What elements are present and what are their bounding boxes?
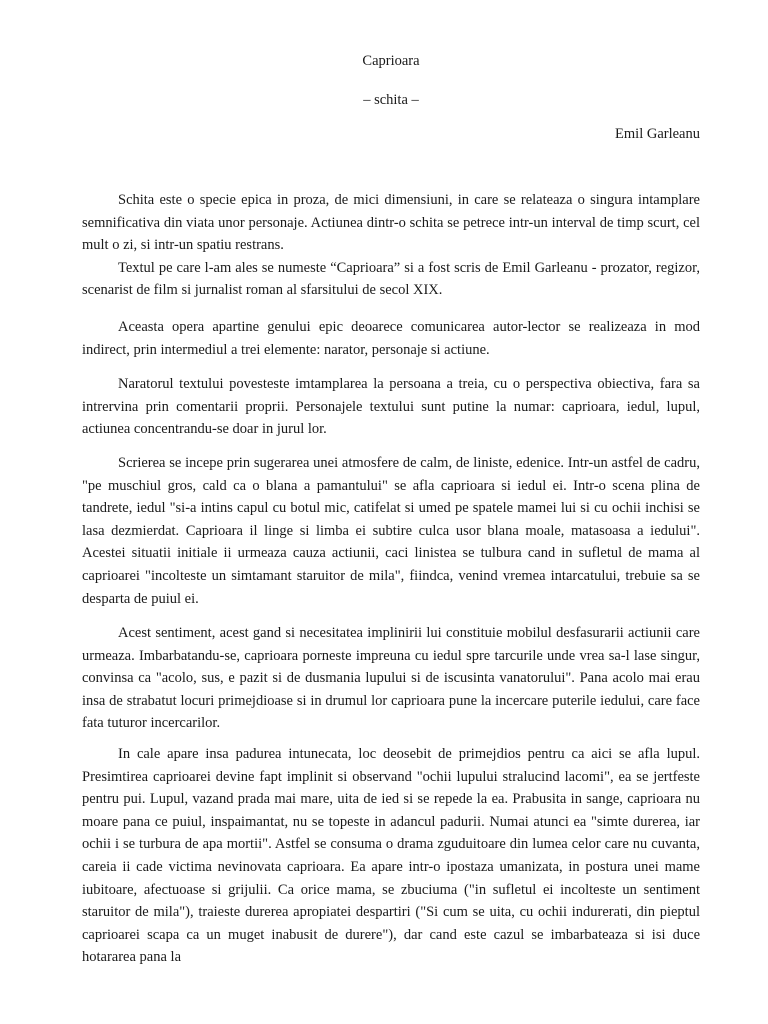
document-author: Emil Garleanu [615, 126, 700, 142]
paragraph-1: Schita este o specie epica in proza, de mici dimensiuni, in care se relateaza o singura intamplare semnificativa din viata unor personaje. Actiunea dintr-o schita se petrece intr-un interval de timp scurt, cel mult o zi, si intr-un spatiu restrans. [82, 192, 700, 254]
paragraph-4: Naratorul textului povesteste imtamplarea la persoana a treia, cu o perspectiva obiectiva, fara sa intrervina prin comentarii proprii. Personajele textului sunt putine la numar: caprioara, iedul, lupul, actiunea concentrandu-se doar in jurul lor. [82, 376, 700, 438]
paragraph-7: In cale apare insa padurea intunecata, loc deosebit de primejdios pentru ca aici se afla lupul. Presimtirea caprioarei devine fapt implinit si observand "ochii lupului stralucind lacomi", ea se jertfeste pentru pui. Lupul, vazand prada mai mare, uita de ied si se repede la ea. Prabusita in sange, caprioara nu moare pana ce puiul, inspaimantat, nu se topeste in adancul padurii. Numai atunci ea "simte durerea, iar ochii i se turbura de apa mortii". Astfel se consuma o drama zguduitoare din lumea celor care nu cuvanta, careia ii cade victima nevinovata caprioara. Ea apare intr-o ipostaza umanizata, in postura unei mame iubitoare, afectuoase si grijulii. Ca orice mama, se zbuciuma ("in sufletul ei incolteste un sentiment staruitor de mila"), traieste durerea apropiatei despartiri ("Si cum se uita, cu ochii indurerati, din pieptul caprioarei scapa ca un muget inabusit de durere"), dar cand este cazul se imbarbateaza si isi duce hotararea pana la [82, 746, 700, 966]
document-body-block-4 [82, 452, 700, 610]
document-body-block-2 [82, 316, 700, 361]
document-title: Caprioara [362, 53, 420, 69]
paragraph-6: Acest sentiment, acest gand si necesitatea implinirii lui constituie mobilul desfasurarii actiunii care urmeaza. Imbarbatandu-se, caprioara porneste impreuna cu iedul spre tarcurile unde vrea sa-l lase singur, convinsa ca "acolo, sus, e pazit si de dusmania lupului si de iscusinta vanatorului". Pana acolo mai erau insa de strabatut locuri primejdioase si in drumul lor caprioara pune la incercare puterile iedului, care face fata tuturor incercarilor. [82, 625, 700, 732]
document-subtitle: – schita – [363, 92, 419, 108]
paragraph-5: Scrierea se incepe prin sugerarea unei atmosfere de calm, de liniste, edenice. Intr-un astfel de cadru, "pe muschiul gros, cald ca o blana a pamantului" se afla caprioara si iedul ei. Intr-o scena plina de tandrete, iedul "si-a intins capul cu botul mic, catifelat si umed pe spatele mamei lui si cu ochii inchisi se lasa dezmierdat. Caprioara il linge si limba ei subtire culca usor blana moale, matasoasa a iedului". Acestei situatii initiale ii urmeaza cauza actiunii, caci linistea se tulbura cand in sufletul de mama al caprioarei "incolteste un simtamant staruitor de mila", fiindca, venind vremea intarcatului, trebuie sa se desparta de puiul ei. [82, 455, 700, 607]
document-body-block-6 [82, 743, 700, 969]
document-page [82, 0, 700, 1024]
document-body-block-5 [82, 622, 700, 735]
paragraph-3: Aceasta opera apartine genului epic deoarece comunicarea autor-lector se realizeaza in mod indirect, prin intermediul a trei elemente: narator, personaje si actiune. [82, 319, 700, 358]
document-body-block-1 [82, 189, 700, 302]
paragraph-2: Textul pe care l-am ales se numeste “Caprioara” si a fost scris de Emil Garleanu - prozator, regizor, scenarist de film si jurnalist roman al sfarsitului de secol XIX. [82, 259, 700, 299]
document-body-block-3 [82, 373, 700, 441]
